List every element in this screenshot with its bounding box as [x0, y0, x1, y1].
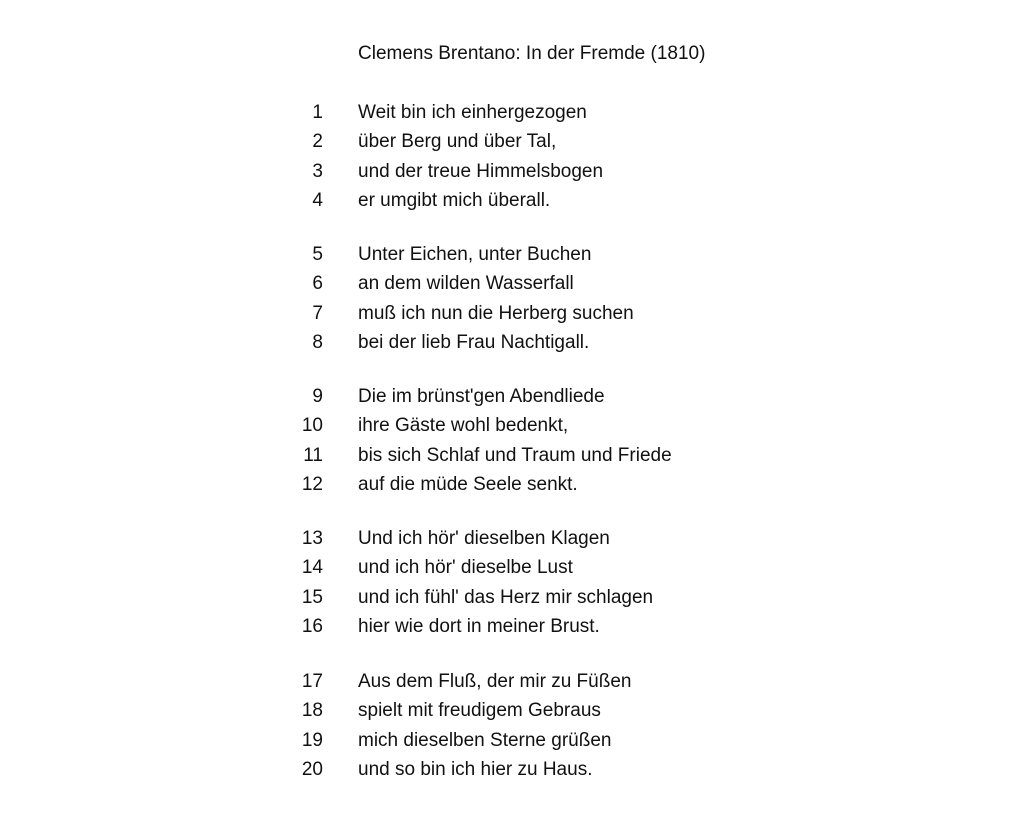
- line-number: 18: [301, 700, 323, 722]
- poem-line: [0, 157, 1024, 186]
- line-number: 16: [301, 616, 323, 638]
- poem-line: [0, 299, 1024, 328]
- line-text: an dem wilden Wasserfall: [358, 273, 574, 295]
- line-number: 2: [312, 131, 323, 153]
- poem-title: Clemens Brentano: In der Fremde (1810): [358, 43, 706, 64]
- line-text: Und ich hör' dieselben Klagen: [358, 528, 610, 549]
- line-number: 6: [312, 273, 323, 295]
- line-text: er umgibt mich überall.: [358, 190, 551, 212]
- stanza-3: [0, 382, 1024, 500]
- stanza-2: [0, 240, 1024, 358]
- line-number: 11: [303, 444, 323, 466]
- stanza-5: [0, 667, 1024, 785]
- line-number: 19: [301, 729, 323, 751]
- line-text: hier wie dort in meiner Brust.: [358, 616, 600, 638]
- line-text: auf die müde Seele senkt.: [358, 474, 578, 496]
- line-number: 1: [312, 102, 323, 123]
- stanza-1: [0, 98, 1024, 216]
- poem-line: [0, 127, 1024, 156]
- line-number: 15: [301, 586, 323, 608]
- poem-line: [0, 240, 1024, 269]
- line-text: und ich fühl' das Herz mir schlagen: [358, 586, 654, 608]
- line-text: muß ich nun die Herberg suchen: [358, 302, 634, 324]
- poem-line: [0, 583, 1024, 612]
- line-text: und ich hör' dieselbe Lust: [358, 557, 573, 579]
- line-text: Aus dem Fluß, der mir zu Füßen: [358, 671, 632, 692]
- line-text: und der treue Himmelsbogen: [358, 160, 604, 182]
- poem-line: [0, 553, 1024, 582]
- poem-line: [0, 470, 1024, 499]
- line-number: 5: [312, 244, 323, 265]
- poem-line: [0, 612, 1024, 641]
- line-text: bei der lieb Frau Nachtigall.: [358, 332, 590, 354]
- poem-line: [0, 696, 1024, 725]
- poem-line: [0, 441, 1024, 470]
- line-number: 7: [312, 302, 323, 324]
- poem-line: [0, 186, 1024, 215]
- line-number: 12: [301, 474, 323, 496]
- line-text: Die im brünst'gen Abendliede: [358, 386, 605, 407]
- poem-line: [0, 726, 1024, 755]
- line-text: über Berg und über Tal,: [358, 131, 557, 153]
- poem-line: [0, 411, 1024, 440]
- line-text: Weit bin ich einhergezogen: [358, 102, 587, 123]
- line-text: mich dieselben Sterne grüßen: [358, 729, 612, 751]
- line-text: ihre Gäste wohl bedenkt,: [358, 415, 569, 437]
- poem-line: [0, 328, 1024, 357]
- line-number: 10: [301, 415, 323, 437]
- poem-line: [0, 667, 1024, 696]
- line-number: 3: [312, 160, 323, 182]
- line-number: 4: [312, 190, 323, 212]
- line-number: 13: [301, 528, 323, 549]
- line-text: spielt mit freudigem Gebraus: [358, 700, 601, 722]
- line-number: 8: [312, 332, 323, 354]
- line-text: bis sich Schlaf und Traum und Friede: [358, 444, 672, 466]
- line-number: 17: [301, 671, 323, 692]
- poem-line: [0, 98, 1024, 127]
- poem-line: [0, 755, 1024, 784]
- line-number: 9: [312, 386, 323, 407]
- line-text: Unter Eichen, unter Buchen: [358, 244, 592, 265]
- poem-line: [0, 269, 1024, 298]
- line-number: 20: [301, 759, 323, 781]
- poem-line: [0, 524, 1024, 553]
- line-text: und so bin ich hier zu Haus.: [358, 759, 593, 781]
- stanza-4: [0, 524, 1024, 642]
- poem-line: [0, 382, 1024, 411]
- line-number: 14: [301, 557, 323, 579]
